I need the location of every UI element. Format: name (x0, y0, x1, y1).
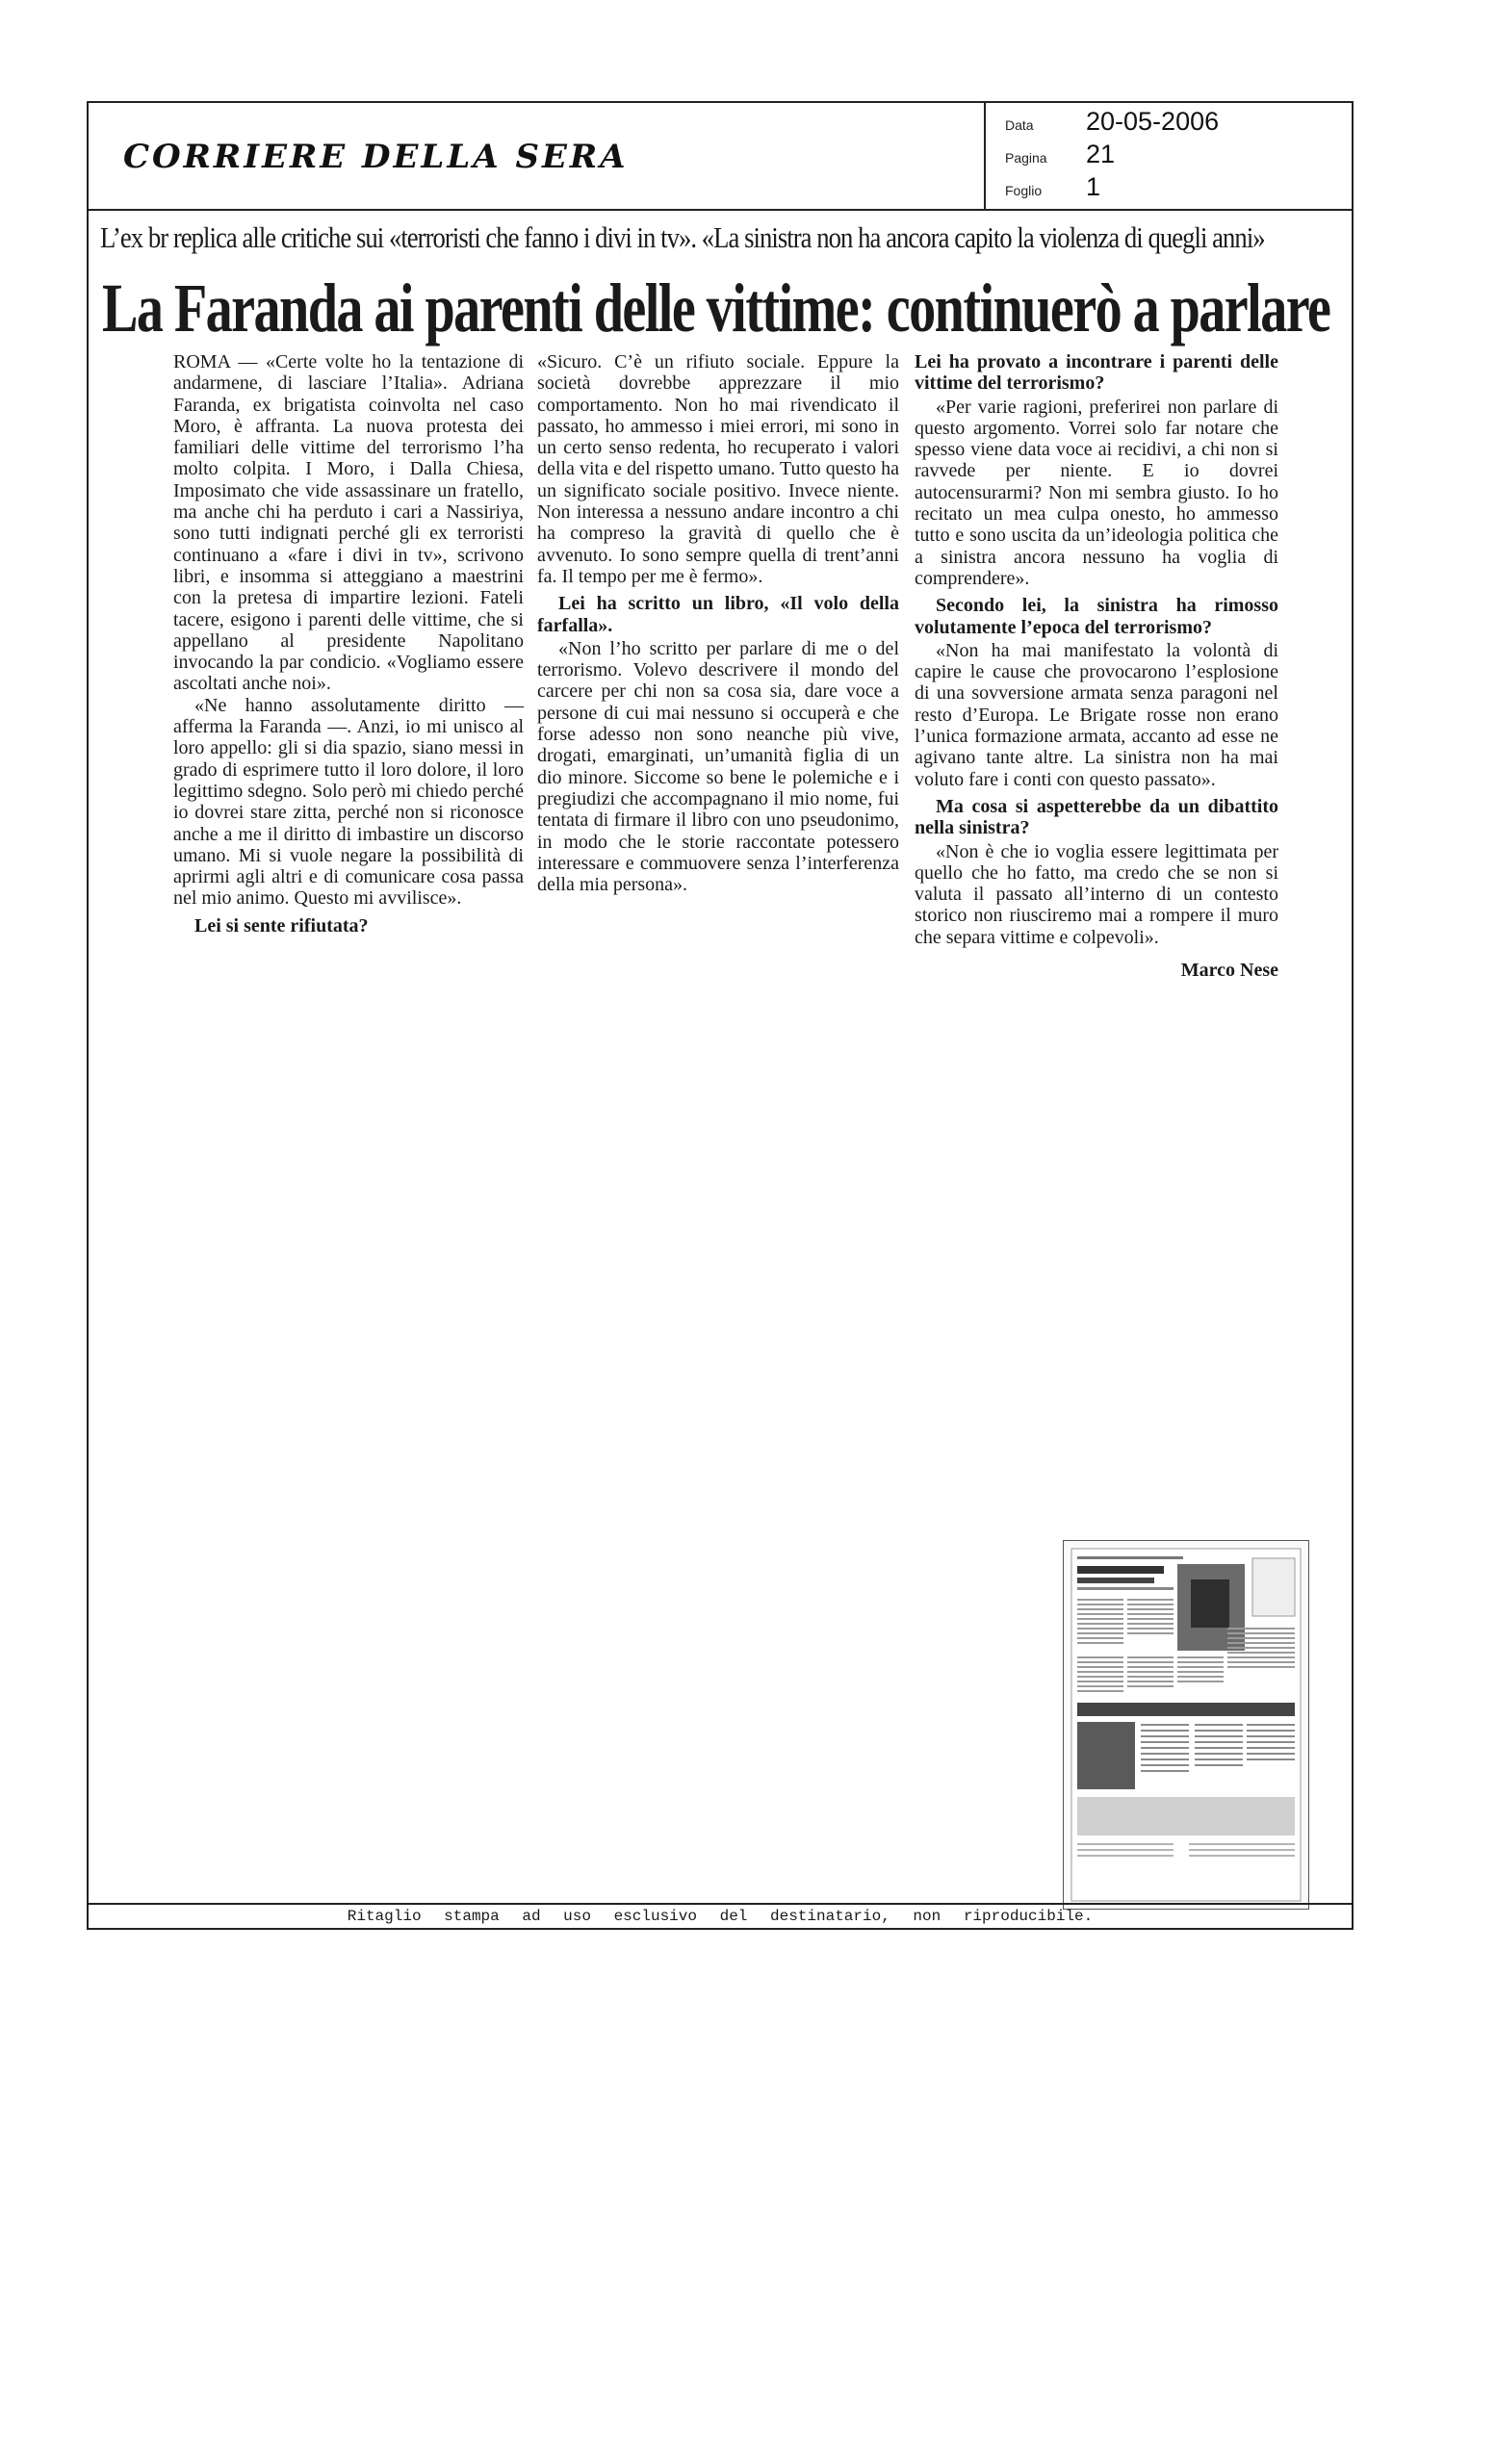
interview-question: Ma cosa si aspetterebbe da un dibattito nella sinistra? (915, 795, 1278, 839)
article-column-1 (173, 351, 524, 938)
meta-data-value: 20-05-2006 (1086, 107, 1220, 136)
interview-question: Lei ha provato a incontrare i parenti delle vittime del terrorismo? (915, 351, 1278, 395)
meta-foglio-row (1005, 172, 1100, 202)
paragraph: «Non ha mai manifestato la volontà di capire le cause che provocarono l’esplosione di una sovversione armata senza paragoni nel resto d’Europa. Le Brigate rosse non erano l’unica formazione armata, accanto ad esse ne agivano tante altre. La sinistra non ha mai voluto fare i conti con questo passato». (915, 639, 1278, 790)
page-thumbnail (1063, 1540, 1309, 1910)
newspaper-masthead: CORRIERE DELLA SERA (123, 138, 629, 176)
meta-foglio-label: Foglio (1005, 183, 1043, 198)
paragraph: «Sicuro. C’è un rifiuto sociale. Eppure la società dovrebbe apprezzare il mio comportamento. Non ho mai rivendicato il passato, ho ammesso i miei errori, mi sono in un certo senso redenta, ho recuperato i valori della vita e del rispetto umano. Tutto questo ha un significato sociale positivo. Invece niente. Non interessa a nessuno andare incontro a chi ha compreso la gravità di quello che è avvenuto. Io sono sempre quella di trent’anni fa. Il tempo per me è fermo». (537, 351, 899, 587)
meta-pagina-row (1005, 140, 1115, 169)
paragraph: «Non l’ho scritto per parlare di me o del terrorismo. Volevo descrivere il mondo del carcere per chi non sa cosa sia, dare voce a persone di cui mai nessuno si occuperà e che forse adesso non sono neanche più vive, drogati, emarginati, un’umanità figlia di un dio minore. Siccome so bene le polemiche e i pregiudizi che accompagnano il mio nome, fui tentata di firmare il libro con uno pseudonimo, in modo che le storie raccontate potessero interessare e commuovere senza l’interferenza della mia persona». (537, 637, 899, 896)
page-thumbnail-image (1064, 1541, 1308, 1909)
article-byline: Marco Nese (1180, 960, 1278, 982)
interview-question: Lei si sente rifiutata? (194, 914, 369, 937)
article-column-2 (537, 351, 899, 895)
article-headline: La Faranda ai parenti delle vittime: continuerò a parlare (102, 270, 1330, 346)
clipping-header (89, 103, 1352, 211)
paragraph: ROMA — «Certe volte ho la tentazione di andarmene, di lasciare l’Italia». Adriana Faranda, ex brigatista coinvolta nel caso Moro, è affranta. La nuova protesta dei familiari delle vittime del terrorismo l’ha molto colpita. I Moro, i Dalla Chiesa, Imposimato che vide assassinare un fratello, ma anche chi ha perduto i cari a Nassiriya, sono tutti indignati perché gli ex terroristi continuano a «fare i divi in tv», scrivono libri, e insomma si atteggiano a maestrini con la pretesa di impartire lezioni. Fateli tacere, esigono i parenti delle vittime, che si appellano al presidente Napolitano invocando la par condicio. «Vogliamo essere ascoltati anche noi». (173, 351, 524, 695)
meta-data-label: Data (1005, 117, 1034, 133)
interview-question: Lei ha scritto un libro, «Il volo della farfalla». (537, 593, 899, 636)
meta-foglio-value: 1 (1086, 172, 1101, 201)
meta-pagina-label: Pagina (1005, 150, 1047, 166)
paragraph: «Non è che io voglia essere legittimata per quello che ho fatto, ma credo che se non si valuta il passato all’interno di un contesto storico non riusciremo mai a rompere il muro che separa vittime e colpevoli». (915, 840, 1278, 948)
clipping-footer: Ritaglio stampa ad uso esclusivo del destinatario, non riproducibile. (89, 1903, 1352, 1928)
meta-pagina-value: 21 (1086, 140, 1116, 168)
article-kicker: L’ex br replica alle critiche sui «terroristi che fanno i divi in tv». «La sinistra non ha ancora capito la violenza di quegli anni» (100, 220, 1265, 254)
paragraph: «Per varie ragioni, preferirei non parlare di questo argomento. Vorrei solo far notare che spesso viene data voce ai recidivi, a chi non si ravvede per niente. E io dovrei autocensurarmi? Non mi sembra giusto. Io ho recitato un mea culpa onesto, ho ammesso tutto e sono uscita da un’ideologia politica che a sinistra ancora nessuno ha voglia di comprendere». (915, 396, 1278, 589)
clipping-meta (984, 103, 1352, 211)
clipping-frame (87, 101, 1354, 1930)
article-column-3 (915, 351, 1278, 981)
meta-data-row (1005, 107, 1219, 137)
interview-question: Secondo lei, la sinistra ha rimosso volutamente l’epoca del terrorismo? (915, 595, 1278, 638)
paragraph: «Ne hanno assolutamente diritto — afferma la Faranda —. Anzi, io mi unisco al loro appello: gli si dia spazio, siano messi in grado di esprimere tutto il loro dolore, il loro legittimo sdegno. Solo però mi chiedo perché io dovrei stare zitta, perché non si riconosce anche a me il diritto di imbastire un discorso umano. Mi si vuole negare la possibilità di aprirmi agli altri e di comunicare cosa passa nel mio animo. Questo mi avvilisce». (173, 694, 524, 910)
